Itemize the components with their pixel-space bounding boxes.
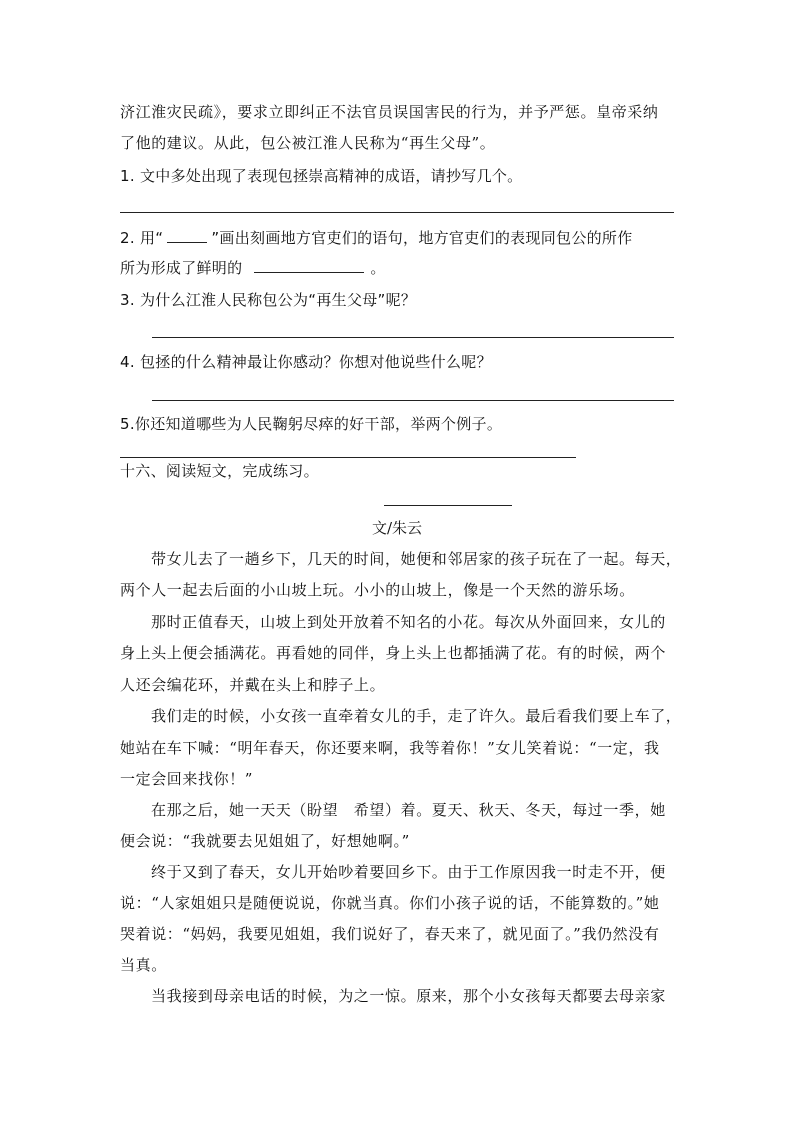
passage-line: 人还会编花环，并戴在头上和脖子上。 — [120, 676, 386, 694]
answer-line-3[interactable] — [152, 337, 674, 338]
question-2-line-2-suffix: 。 — [370, 259, 386, 277]
passage-line: 便会说：“我就要去见姐姐了，好想她啊。” — [120, 832, 410, 850]
passage-line: 身上头上便会插满花。再看她的同伴，身上头上也都插满了花。有的时候，两个 — [120, 644, 667, 662]
passage-line: 我们走的时候，小女孩一直牵着女儿的手，走了许久。最后看我们要上车了， — [151, 707, 682, 725]
answer-line-1[interactable] — [120, 212, 674, 213]
answer-line-5[interactable] — [120, 457, 576, 458]
passage-line: 那时正值春天，山坡上到处开放着不知名的小花。每次从外面回来，女儿的 — [151, 613, 666, 631]
section-heading: 十六、阅读短文，完成练习。 — [120, 462, 319, 480]
underline-sample-blank — [167, 228, 207, 243]
passage-line: 当我接到母亲电话的时候，为之一惊。原来，那个小女孩每天都要去母亲家 — [151, 987, 666, 1005]
question-1: 1. 文中多处出现了表现包拯崇高精神的成语，请抄写几个。 — [120, 167, 523, 185]
intro-line-2: 了他的建议。从此，包公被江淮人民称为“再生父母”。 — [120, 134, 496, 152]
passage-line: 带女儿去了一趟乡下，几天的时间，她便和邻居家的孩子玩在了一起。每天， — [151, 550, 682, 568]
question-3: 3. 为什么江淮人民称包公为“再生父母”呢？ — [120, 291, 417, 309]
question-2-prefix: 2. 用“ — [120, 229, 164, 247]
answer-line-4[interactable] — [152, 400, 674, 401]
passage-line: 说：“人家姐姐只是随便说说，你就当真。你们小孩子说的话，不能算数的。”她 — [120, 894, 660, 912]
question-2-suffix: ”画出刻画地方官吏们的语句，地方官吏们的表现同包公的所作 — [211, 229, 633, 247]
passage-line: 两个人一起去后面的小山坡上玩。小小的山坡上，像是一个天然的游乐场。 — [120, 581, 635, 599]
question-2-line-2-prefix: 所为形成了鲜明的 — [120, 259, 243, 277]
question-2 — [120, 228, 680, 248]
question-5: 5.你还知道哪些为人民鞠躬尽瘁的好干部，举两个例子。 — [120, 415, 503, 433]
question-4: 4. 包拯的什么精神最让你感动？你想对他说些什么呢？ — [120, 353, 492, 371]
passage-line: 一定会回来找你！” — [120, 770, 254, 788]
passage-line: 在那之后，她一天天（盼望 希望）着。夏天、秋天、冬天，每过一季，她 — [151, 801, 666, 819]
author-line: 文/朱云 — [371, 519, 423, 537]
passage-line: 终于又到了春天，女儿开始吵着要回乡下。由于工作原因我一时走不开，便 — [151, 863, 666, 881]
question-2-line-2 — [120, 258, 680, 278]
passage-line: 当真。 — [120, 956, 167, 974]
intro-line-1: 济江淮灾民疏》，要求立即纠正不法官员误国害民的行为，并予严惩。皇帝采纳 — [120, 103, 659, 121]
passage-line: 哭着说：“妈妈，我要见姐姐，我们说好了，春天来了，就见面了。”我仍然没有 — [120, 925, 660, 943]
passage-line: 她站在车下喊：“明年春天，你还要来啊，我等着你！”女儿笑着说：“一定，我 — [120, 739, 660, 757]
answer-blank-2[interactable] — [254, 258, 364, 273]
title-blank-line[interactable] — [384, 505, 512, 506]
